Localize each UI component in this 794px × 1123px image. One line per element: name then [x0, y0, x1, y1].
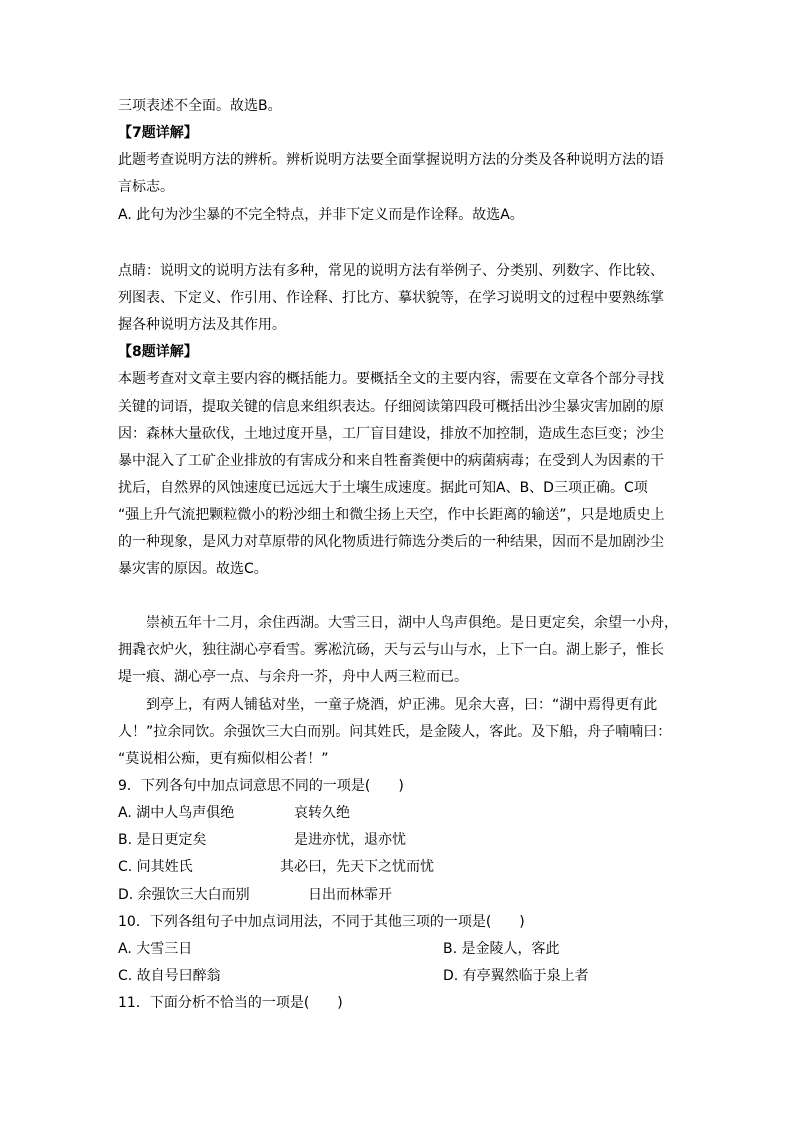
tip-line-1: 点睛：说明文的说明方法有多种，常见的说明方法有举例子、分类别、列数字、作比较、	[118, 263, 664, 279]
q11-stem: 11．下面分析不恰当的一项是( )	[118, 995, 343, 1011]
passage-p1-line-2: 拥毳衣炉火，独往湖心亭看雪。雾凇沆砀，天与云与山与水，上下一白。湖上影子，惟长	[118, 642, 664, 658]
tip-line-2: 列图表、下定义、作引用、作诠释、打比方、摹状貌等，在学习说明文的过程中要熟练掌	[118, 290, 664, 306]
q6-conclusion: 三项表述不全面。故选B。	[118, 98, 282, 114]
q8-line-8: 暴灾害的原因。故选C。	[118, 561, 268, 577]
passage-p2-line-1: 到亭上，有两人铺毡对坐，一童子烧酒，炉正沸。见余大喜，曰：“湖中焉得更有此	[146, 697, 658, 713]
q9-option-a-right: 哀转久绝	[294, 805, 350, 821]
q9-option-d-right: 日出而林霏开	[308, 887, 392, 903]
q8-line-3: 因：森林大量砍伐，土地过度开垦，工厂盲目建设，排放不加控制，造成生态巨变；沙尘	[118, 426, 664, 442]
q7-body-line-2: 言标志。	[118, 179, 174, 195]
q9-option-b	[118, 831, 406, 849]
q9-option-c-right: 其必曰，先天下之忧而忧	[280, 859, 434, 875]
q9-option-d	[118, 886, 392, 904]
q10-stem: 10．下列各组句子中加点词用法，不同于其他三项的一项是( )	[118, 914, 525, 930]
q7-heading: 【7题详解】	[118, 125, 198, 141]
q8-heading: 【8题详解】	[118, 344, 198, 360]
tip-line-3: 握各种说明方法及其作用。	[118, 317, 286, 333]
passage-p2-line-2: 人！”拉余同饮。余强饮三大白而别。问其姓氏，是金陵人，客此。及下船，舟子喃喃曰：	[118, 724, 672, 740]
q8-line-2: 关键的词语，提取关键的信息来组织表达。仔细阅读第四段可概括出沙尘暴灾害加剧的原	[118, 399, 664, 415]
q10-option-b: B. 是金陵人，客此	[443, 941, 560, 957]
passage-p1-line-3: 堤一痕、湖心亭一点、与余舟一芥，舟中人两三粒而已。	[118, 669, 468, 685]
q9-option-d-left: D. 余强饮三大白而别	[118, 887, 250, 903]
q9-option-a	[118, 804, 350, 822]
q10-option-a: A. 大雪三日	[118, 941, 193, 957]
q8-line-4: 暴中混入了工矿企业排放的有害成分和来自牲畜粪便中的病菌病毒；在受到人为因素的干	[118, 453, 664, 469]
q8-line-1: 本题考查对文章主要内容的概括能力。要概括全文的主要内容，需要在文章各个部分寻找	[118, 371, 664, 387]
q9-option-b-right: 是进亦忧，退亦忧	[294, 832, 406, 848]
q10-option-c: C. 故自号曰醉翁	[118, 968, 221, 984]
q9-option-a-left: A. 湖中人鸟声俱绝	[118, 805, 235, 821]
q9-stem: 9．下列各句中加点词意思不同的一项是( )	[118, 778, 404, 794]
q9-option-c	[118, 858, 434, 876]
q10-option-d: D. 有亭翼然临于泉上者	[443, 968, 589, 984]
q8-line-6: “强上升气流把颗粒微小的粉沙细土和微尘扬上天空，作中长距离的输送”，只是地质史上	[118, 507, 665, 523]
passage-p1-line-1: 崇祯五年十二月，余住西湖。大雪三日，湖中人鸟声俱绝。是日更定矣，余望一小舟，	[146, 615, 678, 631]
passage-p2-line-3: “莫说相公痴，更有痴似相公者！”	[118, 751, 329, 767]
q7-body-line-1: 此题考查说明方法的辨析。辨析说明方法要全面掌握说明方法的分类及各种说明方法的语	[118, 152, 664, 168]
q7-answer: A. 此句为沙尘暴的不完全特点，并非下定义而是作诠释。故选A。	[118, 207, 524, 223]
q8-line-7: 的一种现象，是风力对草原带的风化物质进行筛选分类后的一种结果，因而不是加剧沙尘	[118, 534, 664, 550]
q8-line-5: 扰后，自然界的风蚀速度已远远大于土壤生成速度。据此可知A、B、D三项正确。C项	[118, 480, 648, 496]
q9-option-b-left: B. 是日更定矣	[118, 832, 207, 848]
q9-option-c-left: C. 问其姓氏	[118, 859, 193, 875]
